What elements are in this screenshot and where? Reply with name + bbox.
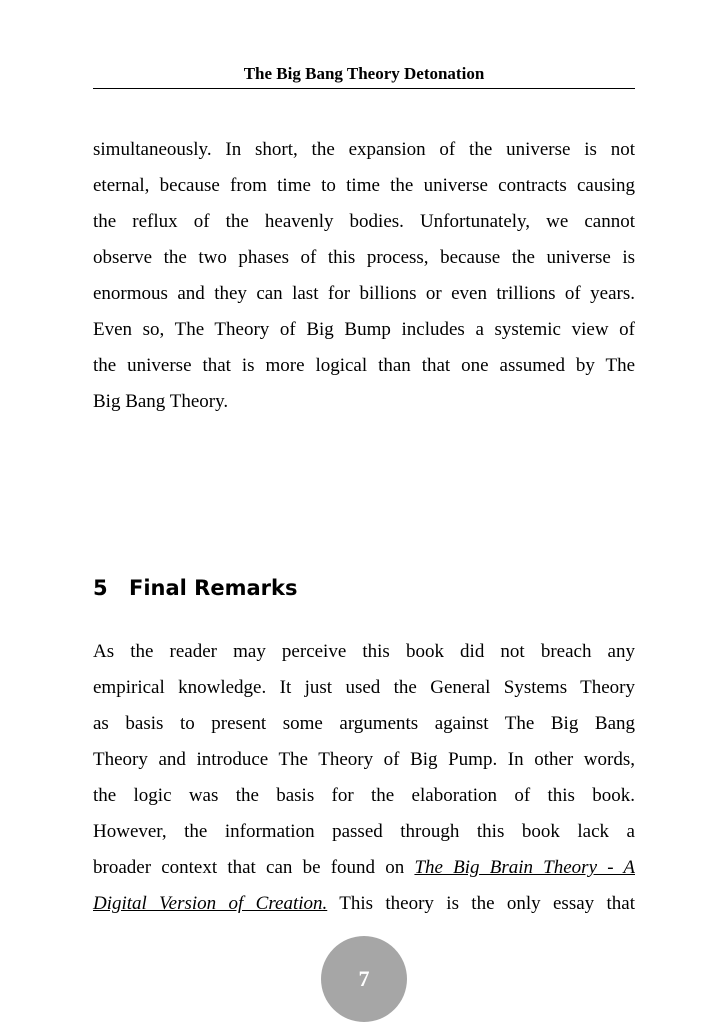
section-number: 5	[93, 576, 108, 600]
text-line: Theory and introduce The Theory of Big Pump. In other words,	[93, 749, 635, 770]
text-line: the universe that is more logical than that one assumed by The	[93, 355, 635, 376]
page-number: 7	[358, 966, 370, 991]
text-line: Big Bang Theory.	[93, 391, 229, 412]
text-line: observe the two phases of this process, because the universe is	[93, 247, 635, 268]
text-line: simultaneously. In short, the expansion of the universe is not	[93, 139, 635, 160]
text-line: However, the information passed through this book lack a	[93, 821, 635, 842]
book-reference-link[interactable]: Digital Version of Creation.	[93, 893, 328, 914]
running-header: The Big Bang Theory Detonation	[93, 62, 635, 89]
text-line: Even so, The Theory of Big Bump includes a systemic view of	[93, 319, 635, 340]
text-segment: broader context that can be found on	[93, 857, 415, 878]
text-line: empirical knowledge. It just used the General Systems Theory	[93, 677, 635, 698]
paragraph-continuation	[93, 132, 635, 420]
text-line	[93, 886, 635, 922]
section-heading	[93, 570, 297, 606]
paragraph-final-remarks	[93, 634, 635, 922]
text-line: the logic was the basis for the elaboration of this book.	[93, 785, 635, 806]
text-line: as basis to present some arguments against The Big Bang	[93, 713, 635, 734]
text-line: the reflux of the heavenly bodies. Unfortunately, we cannot	[93, 211, 635, 232]
page-number-badge	[321, 936, 407, 1022]
text-line: eternal, because from time to time the universe contracts causing	[93, 175, 635, 196]
book-reference-link[interactable]: The Big Brain Theory - A	[414, 857, 635, 878]
text-line	[93, 850, 635, 886]
text-segment: This theory is the only essay that	[327, 893, 635, 914]
section-title: Final Remarks	[129, 576, 298, 600]
text-line: enormous and they can last for billions or even trillions of years.	[93, 283, 635, 304]
text-line: As the reader may perceive this book did not breach any	[93, 641, 635, 662]
